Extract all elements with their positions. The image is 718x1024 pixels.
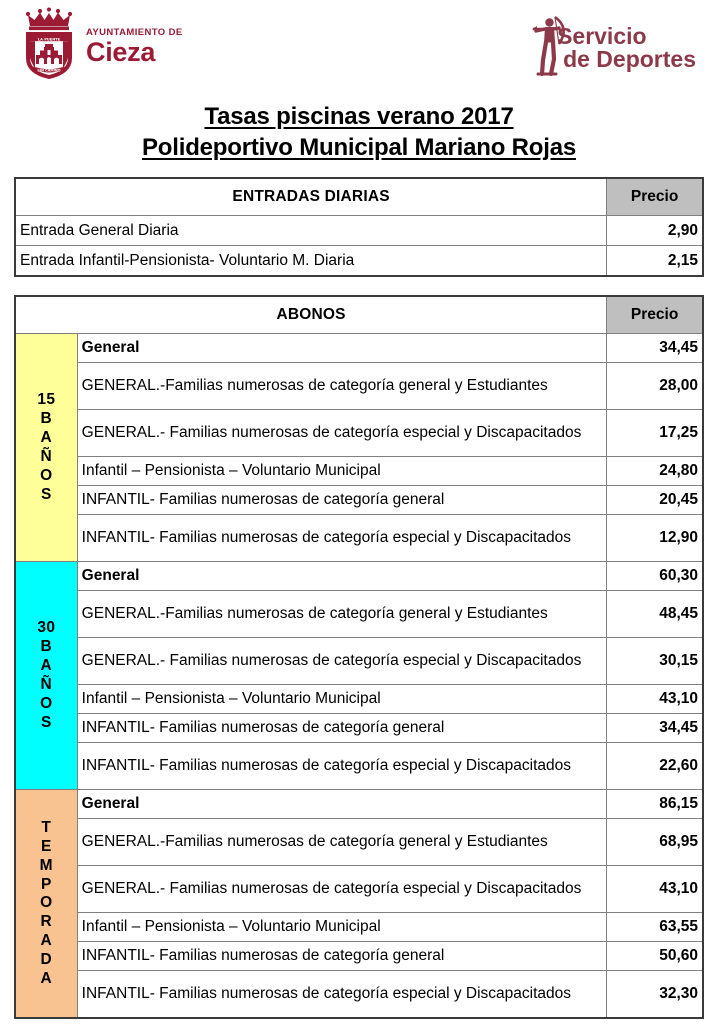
row-description: Infantil – Pensionista – Voluntario Municipal <box>77 913 607 942</box>
abonos-header: ABONOS <box>15 296 607 334</box>
row-price: 2,90 <box>607 216 703 246</box>
page-title-line2: Polideportivo Municipal Mariano Rojas <box>142 133 576 161</box>
cieza-shield-icon <box>20 6 78 80</box>
table-row <box>15 410 703 457</box>
row-description: General <box>77 562 607 591</box>
row-description: INFANTIL- Familias numerosas de categoría especial y Discapacitados <box>77 743 607 790</box>
row-price: 48,45 <box>607 591 703 638</box>
section-label-char: D <box>40 951 53 969</box>
table-row <box>15 743 703 790</box>
cieza-wordmark <box>86 20 183 66</box>
table-row <box>15 486 703 515</box>
table-row <box>15 714 703 743</box>
section-label-char: A <box>40 429 53 447</box>
section-label-char: O <box>40 894 53 912</box>
section-label-temporada <box>15 790 77 1019</box>
section-label-char: Ñ <box>40 675 53 693</box>
table-row <box>15 216 703 246</box>
table-gap <box>0 277 718 295</box>
row-description: Entrada Infantil-Pensionista- Voluntario M. Diaria <box>15 246 607 277</box>
section-label-char: S <box>40 485 52 503</box>
row-description: Infantil – Pensionista – Voluntario Municipal <box>77 685 607 714</box>
table-row <box>15 971 703 1019</box>
section-label-char: M <box>39 856 53 874</box>
row-description: GENERAL.- Familias numerosas de categoría especial y Discapacitados <box>77 638 607 685</box>
row-price: 20,45 <box>607 486 703 515</box>
row-description: GENERAL.- Familias numerosas de categoría especial y Discapacitados <box>77 410 607 457</box>
row-description: GENERAL.-Familias numerosas de categoría general y Estudiantes <box>77 591 607 638</box>
page-title-line1: Tasas piscinas verano 2017 <box>204 103 514 130</box>
row-description: GENERAL.-Familias numerosas de categoría general y Estudiantes <box>77 819 607 866</box>
section-label-15-banos <box>15 334 77 562</box>
abonos-table <box>14 295 704 1019</box>
row-description: INFANTIL- Familias numerosas de categoría especial y Discapacitados <box>77 971 607 1019</box>
table-row <box>15 913 703 942</box>
cieza-logo-line2: Cieza <box>86 36 156 67</box>
table-row <box>15 457 703 486</box>
table-row <box>15 363 703 410</box>
row-price: 43,10 <box>607 685 703 714</box>
row-price: 34,45 <box>607 714 703 743</box>
row-price: 68,95 <box>607 819 703 866</box>
row-price: 50,60 <box>607 942 703 971</box>
row-description: INFANTIL- Familias numerosas de categoría especial y Discapacitados <box>77 515 607 562</box>
svg-text:LA PUENTE: LA PUENTE <box>37 37 61 42</box>
section-label-char: 15 <box>37 391 56 409</box>
page-title <box>0 102 718 163</box>
section-label-char: T <box>41 818 52 836</box>
table-row <box>15 562 703 591</box>
table-row <box>15 942 703 971</box>
row-description: INFANTIL- Familias numerosas de categoría general <box>77 714 607 743</box>
row-price: 63,55 <box>607 913 703 942</box>
table-row <box>15 790 703 819</box>
row-price: 28,00 <box>607 363 703 410</box>
row-price: 34,45 <box>607 334 703 363</box>
table-row <box>15 866 703 913</box>
row-price: 30,15 <box>607 638 703 685</box>
logo-bar <box>0 0 718 96</box>
section-label-char: S <box>40 713 52 731</box>
section-label-char: B <box>40 410 53 428</box>
table-header-row <box>15 296 703 334</box>
section-label-char: A <box>40 970 53 988</box>
section-label-char: O <box>40 466 53 484</box>
row-price: 32,30 <box>607 971 703 1019</box>
ayuntamiento-de-cieza-logo <box>20 6 183 80</box>
deportes-wordmark <box>557 22 696 72</box>
row-price: 2,15 <box>607 246 703 277</box>
row-description: GENERAL.- Familias numerosas de categoría especial y Discapacitados <box>77 866 607 913</box>
table-row <box>15 515 703 562</box>
row-description: General <box>77 334 607 363</box>
table-row <box>15 638 703 685</box>
row-price: 60,30 <box>607 562 703 591</box>
section-label-char: 30 <box>37 619 56 637</box>
section-label-char: Ñ <box>40 447 53 465</box>
row-price: 86,15 <box>607 790 703 819</box>
table-row <box>15 591 703 638</box>
row-price: 43,10 <box>607 866 703 913</box>
row-description: INFANTIL- Familias numerosas de categoría general <box>77 486 607 515</box>
section-label-char: R <box>40 913 53 931</box>
table-row <box>15 246 703 277</box>
entradas-diarias-header: ENTRADAS DIARIAS <box>15 178 607 216</box>
row-description: GENERAL.-Familias numerosas de categoría general y Estudiantes <box>77 363 607 410</box>
section-label-30-banos <box>15 562 77 790</box>
row-description: INFANTIL- Familias numerosas de categoría general <box>77 942 607 971</box>
row-price: 17,25 <box>607 410 703 457</box>
table-row <box>15 819 703 866</box>
entradas-diarias-body <box>15 178 703 276</box>
entradas-diarias-precio-header: Precio <box>607 178 703 216</box>
table-header-row <box>15 178 703 216</box>
section-label-char: O <box>40 694 53 712</box>
deportes-logo-line2: de Deportes <box>563 45 696 72</box>
cieza-logo-line1: AYUNTAMIENTO DE <box>86 27 183 39</box>
abonos-body <box>15 296 703 1018</box>
row-description: Entrada General Diaria <box>15 216 607 246</box>
section-label-char: E <box>40 837 52 855</box>
table-row <box>15 685 703 714</box>
row-price: 22,60 <box>607 743 703 790</box>
section-label-char: B <box>40 638 53 656</box>
entradas-diarias-table <box>14 177 704 277</box>
abonos-precio-header: Precio <box>607 296 703 334</box>
servicio-de-deportes-logo <box>529 12 696 83</box>
table-row <box>15 334 703 363</box>
deportes-logo-line1: Servicio <box>557 22 647 49</box>
section-label-char: P <box>40 875 52 893</box>
svg-text:SIN CAMINO: SIN CAMINO <box>37 68 61 73</box>
row-price: 24,80 <box>607 457 703 486</box>
row-description: Infantil – Pensionista – Voluntario Municipal <box>77 457 607 486</box>
section-label-char: A <box>40 932 53 950</box>
section-label-char: A <box>40 657 53 675</box>
row-price: 12,90 <box>607 515 703 562</box>
row-description: General <box>77 790 607 819</box>
